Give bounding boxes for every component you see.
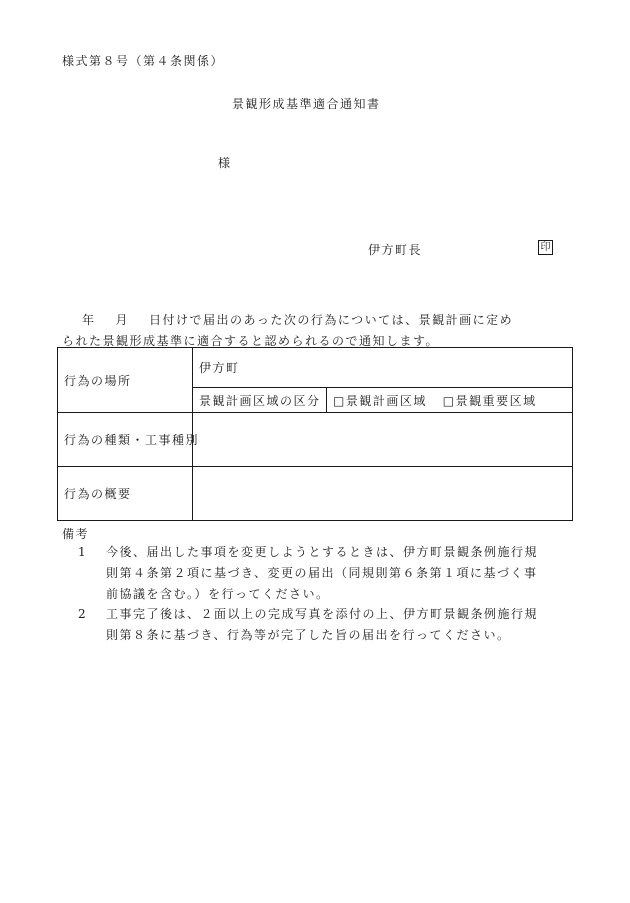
note-line: 則第８条に基づき、行為等が完了した旨の届出を行ってください。 xyxy=(106,628,511,642)
type-value xyxy=(193,413,573,467)
note-line: 工事完了後は、２面以上の完成写真を添付の上、伊方町景観条例施行規 xyxy=(106,607,539,621)
notice-table xyxy=(57,347,573,521)
month-label: 月 xyxy=(115,313,130,327)
seal-stamp: 印 xyxy=(538,240,553,255)
notice-text-1: 日付けで届出のあった次の行為については、景観計画に定め xyxy=(149,313,514,327)
zone-option-important-area: □景観重要区域 xyxy=(442,393,537,408)
note-line: 前協議を含む。）を行ってください。 xyxy=(106,587,330,601)
summary-label: 行為の概要 xyxy=(58,467,193,521)
year-label: 年 xyxy=(82,313,96,327)
notice-body xyxy=(62,310,562,352)
addressee-suffix: 様 xyxy=(218,156,232,170)
form-reference: 様式第８号（第４条関係） xyxy=(62,54,225,68)
note-number: 2 xyxy=(78,607,88,621)
note-line: 今後、届出した事項を変更しようとするときは、伊方町景観条例施行規 xyxy=(106,545,539,559)
notes-title: 備考 xyxy=(62,527,90,541)
type-label: 行為の種類・工事種別 xyxy=(58,413,193,467)
note-text xyxy=(106,604,576,646)
zone-label: 景観計画区域の区分 xyxy=(193,388,327,413)
place-label: 行為の場所 xyxy=(58,348,193,413)
place-value: 伊方町 xyxy=(193,348,573,388)
zone-option-planning-area: □景観計画区域 xyxy=(333,393,427,408)
zone-options xyxy=(327,388,573,413)
notice-body-line-1 xyxy=(62,310,562,331)
document-title: 景観形成基準適合通知書 xyxy=(232,97,381,111)
summary-value xyxy=(193,467,573,521)
note-line: 則第４条第２項に基づき、変更の届出（同規則第６条第１項に基づく事 xyxy=(106,566,538,580)
note-number: 1 xyxy=(78,545,88,559)
issuer-name: 伊方町長 xyxy=(368,243,423,257)
notice-body-line-2: られた景観形成基準に適合すると認められるので通知します。 xyxy=(62,334,440,348)
note-text xyxy=(106,542,576,605)
